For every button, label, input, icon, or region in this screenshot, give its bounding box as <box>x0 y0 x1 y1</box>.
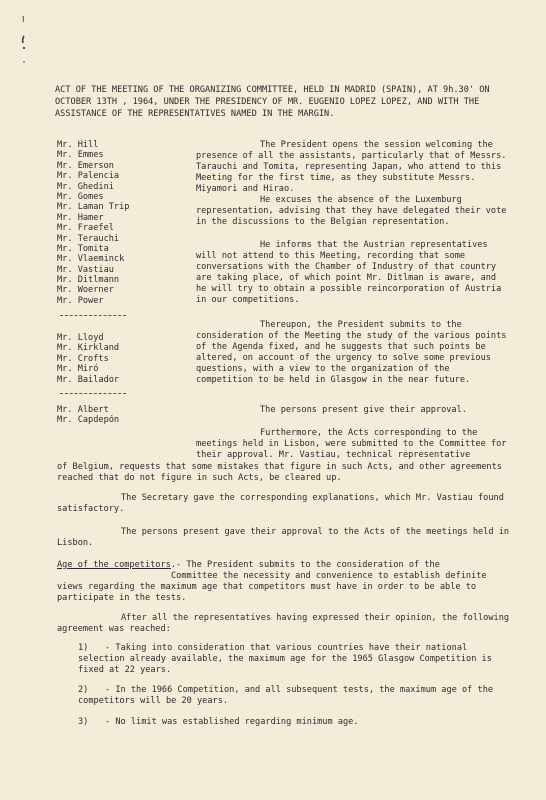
names-divider <box>60 315 126 316</box>
paragraph-text: Furthermore, the Acts corresponding to the meetings held in Lisbon, were submitted to the Committee for their approval. Mr. Vastiau, technical representative <box>196 428 507 460</box>
list-item <box>78 643 498 676</box>
names-group-3 <box>57 405 157 426</box>
list-text: - No limit was established regarding minimum age. <box>105 717 359 727</box>
name-entry: Mr. Ditlmann <box>57 275 120 286</box>
paragraph-text: After all the representatives having expressed their opinion, the following agreement was reached: <box>57 613 510 634</box>
name-entry: Mr. Hill <box>57 140 99 150</box>
list-text: - In the 1966 Competition, and all subsequent tests, the maximum age of the competitors will be 20 years. <box>78 685 494 706</box>
paragraph <box>196 140 508 195</box>
list-number: 2) <box>78 685 89 695</box>
name-entry: Mr. Fraefel <box>57 223 114 234</box>
paragraph-text: Thereupon, the President submits to the consideration of the Meeting the study of the various points of the Agenda fixed, and he suggests that such points be altered, on account of the urgency to solve some previous questions, with a view to the organization of the competition to be held in Glasgow in the near future. <box>196 320 507 385</box>
section-heading: Age of the competitors <box>57 560 171 570</box>
paragraph <box>196 405 508 416</box>
name-entry: Mr. Emmes <box>57 150 104 161</box>
name-entry: Mr. Crofts <box>57 353 109 364</box>
list-item <box>78 717 498 728</box>
name-entry: Mr. Woerner <box>57 285 114 296</box>
name-entry: Mr. Albert <box>57 405 109 415</box>
name-entry: Mr. Emerson <box>57 160 114 171</box>
name-entry: Mr. Tomita <box>57 243 109 254</box>
paragraph-text: Committee the necessity and convenience to establish definite views regarding the maximum age that competitors must have in order to be able to participate in the tests. <box>57 571 487 603</box>
margin-marks <box>10 14 30 74</box>
paragraph-text: The persons present give their approval. <box>260 405 467 415</box>
paragraph <box>57 493 517 515</box>
paragraph <box>57 560 517 604</box>
name-entry: Mr. Palencia <box>57 171 120 182</box>
name-entry: Mr. Laman Trip <box>57 202 130 213</box>
list-item <box>78 685 498 707</box>
paragraph-text: He informs that the Austrian representatives will not attend to this Meeting, recording that some conversations with the Chamber of Industry of that country are taking place, of which point Mr. Ditlman is aware, and he will try to obtain a possible reincorporation of Austria in our competitions. <box>196 240 502 305</box>
paragraph-text: of Belgium, requests that some mistakes that figure in such Acts, and other agreements reached that do not figure in such Acts, be cleared up. <box>57 462 502 483</box>
names-group-2 <box>57 333 157 385</box>
name-entry: Mr. Hamer <box>57 212 104 223</box>
list-number: 1) <box>78 643 89 653</box>
paragraph-text: He excuses the absence of the Luxemburg representation, advising that they have delegated their vote in the discussions to the Belgian representation. <box>196 195 507 227</box>
names-group-1 <box>57 140 157 306</box>
paragraph <box>57 462 517 484</box>
name-entry: Mr. Bailador <box>57 374 120 385</box>
paragraph-text: The Secretary gave the corresponding explanations, which Mr. Vastiau found satisfactory. <box>57 493 504 514</box>
name-entry: Mr. Gomes <box>57 191 104 202</box>
list-text: - Taking into consideration that various countries have their national selection already available, the maximum age for the 1965 Glasgow Competition is fixed at 22 years. <box>78 643 492 675</box>
name-entry: Mr. Terauchi <box>57 233 120 244</box>
paragraph <box>196 240 508 306</box>
name-entry: Mr. Power <box>57 295 104 306</box>
paragraph <box>196 428 508 461</box>
document-heading: ACT OF THE MEETING OF THE ORGANIZING COMMITTEE, HELD IN MADRID (SPAIN), AT 9h.30' ON OCTOBER 13TH , 1964, UNDER THE PRESIDENCY OF MR. EUGENIO LOPEZ LOPEZ, AND WITH THE ASSISTANCE OF THE REPRESENTATIVES NAMED IN THE MARGIN. <box>55 85 490 119</box>
paragraph <box>57 613 517 635</box>
name-entry: Mr. Vastiau <box>57 264 114 275</box>
paragraph <box>196 195 508 228</box>
paragraph <box>196 320 508 386</box>
paragraph-text: The persons present gave their approval to the Acts of the meetings held in Lisbon. <box>57 527 510 548</box>
name-entry: Mr. Lloyd <box>57 333 104 343</box>
name-entry: Mr. Capdepón <box>57 415 120 426</box>
names-divider <box>60 393 126 394</box>
name-entry: Mr. Vlaeminck <box>57 254 125 265</box>
name-entry: Mr. Miró <box>57 364 99 375</box>
list-number: 3) <box>78 717 89 727</box>
paragraph-text: The President opens the session welcoming the presence of all the assistants, particularly that of Messrs. Tarauchi and Tomita, representing Japan, who attend to this Meeting for the first time, as they substitute Messrs. Miyamori and Hirao. <box>196 140 507 194</box>
paragraph-text: .- The President submits to the consideration of the <box>170 560 440 570</box>
name-entry: Mr. Kirkland <box>57 343 120 354</box>
name-entry: Mr. Ghedini <box>57 181 114 192</box>
paragraph <box>57 527 517 549</box>
